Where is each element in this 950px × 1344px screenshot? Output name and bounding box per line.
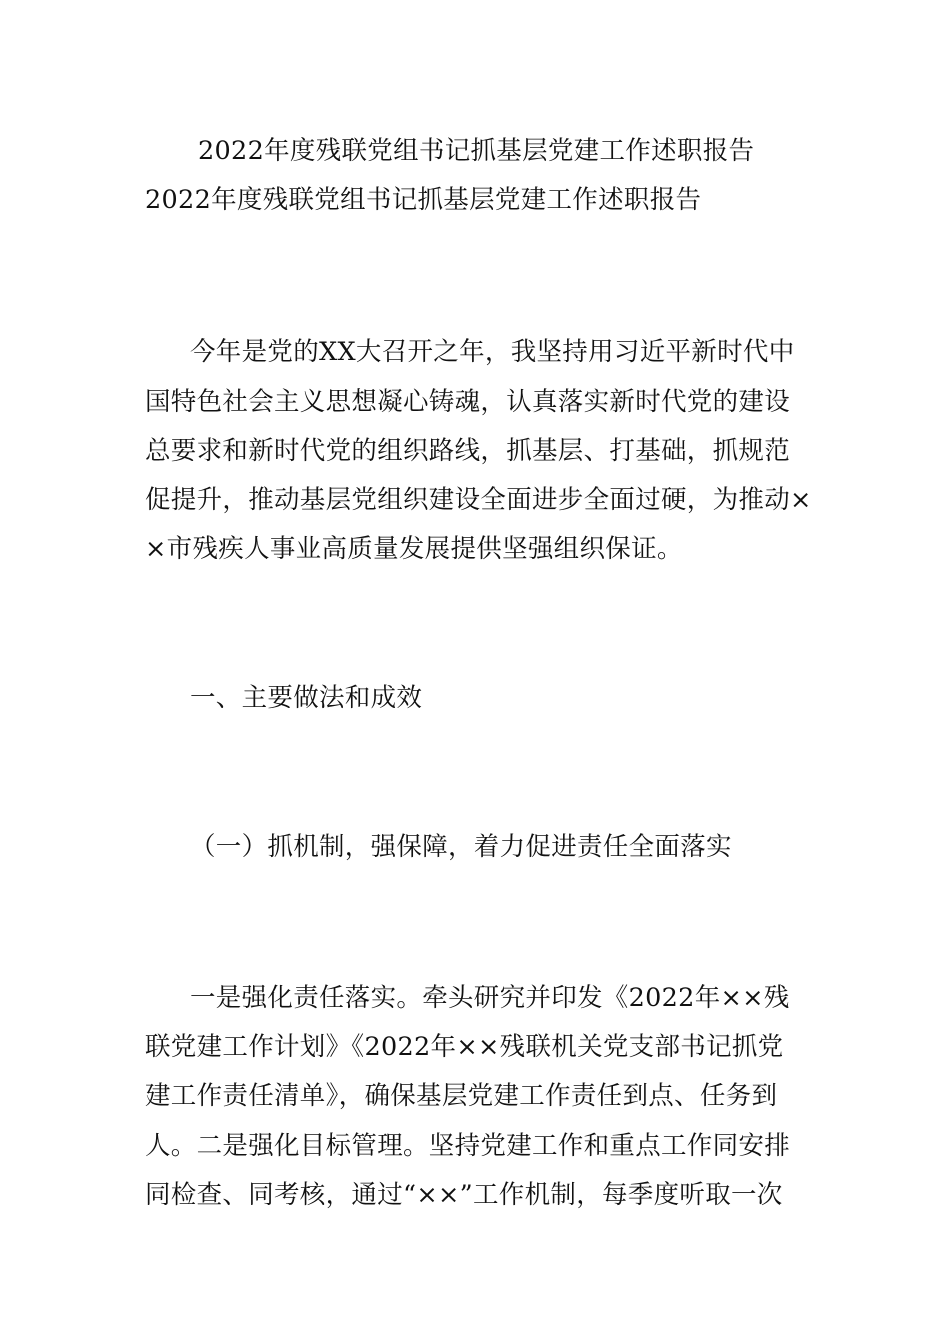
document-title: 2022年度残联党组书记抓基层党建工作述职报告: [198, 136, 755, 166]
subsection-heading: （一）抓机制，强保障，着力促进责任全面落实: [190, 832, 732, 862]
body-paragraph-line: 人。二是强化目标管理。坚持党建工作和重点工作同安排: [145, 1131, 791, 1161]
intro-paragraph-line: 促提升，推动基层党组织建设全面进步全面过硬，为推动×: [145, 485, 812, 515]
body-paragraph-line: 建工作责任清单》，确保基层党建工作责任到点、任务到: [145, 1081, 778, 1111]
intro-paragraph-line: 国特色社会主义思想凝心铸魂，认真落实新时代党的建设: [145, 387, 791, 417]
intro-paragraph-line: 总要求和新时代党的组织路线，抓基层、打基础，抓规范: [145, 436, 791, 466]
body-paragraph-line: 联党建工作计划》《2022年××残联机关党支部书记抓党: [145, 1032, 784, 1062]
document-title-repeat: 2022年度残联党组书记抓基层党建工作述职报告: [145, 185, 702, 215]
intro-paragraph-line: 今年是党的XX大召开之年，我坚持用习近平新时代中: [190, 337, 795, 367]
intro-paragraph-line: ×市残疾人事业高质量发展提供坚强组织保证。: [145, 534, 683, 564]
body-paragraph-line: 同检查、同考核，通过“××”工作机制，每季度听取一次: [145, 1180, 783, 1210]
section-heading: 一、主要做法和成效: [190, 683, 423, 713]
body-paragraph-line: 一是强化责任落实。牵头研究并印发《2022年××残: [190, 983, 790, 1013]
